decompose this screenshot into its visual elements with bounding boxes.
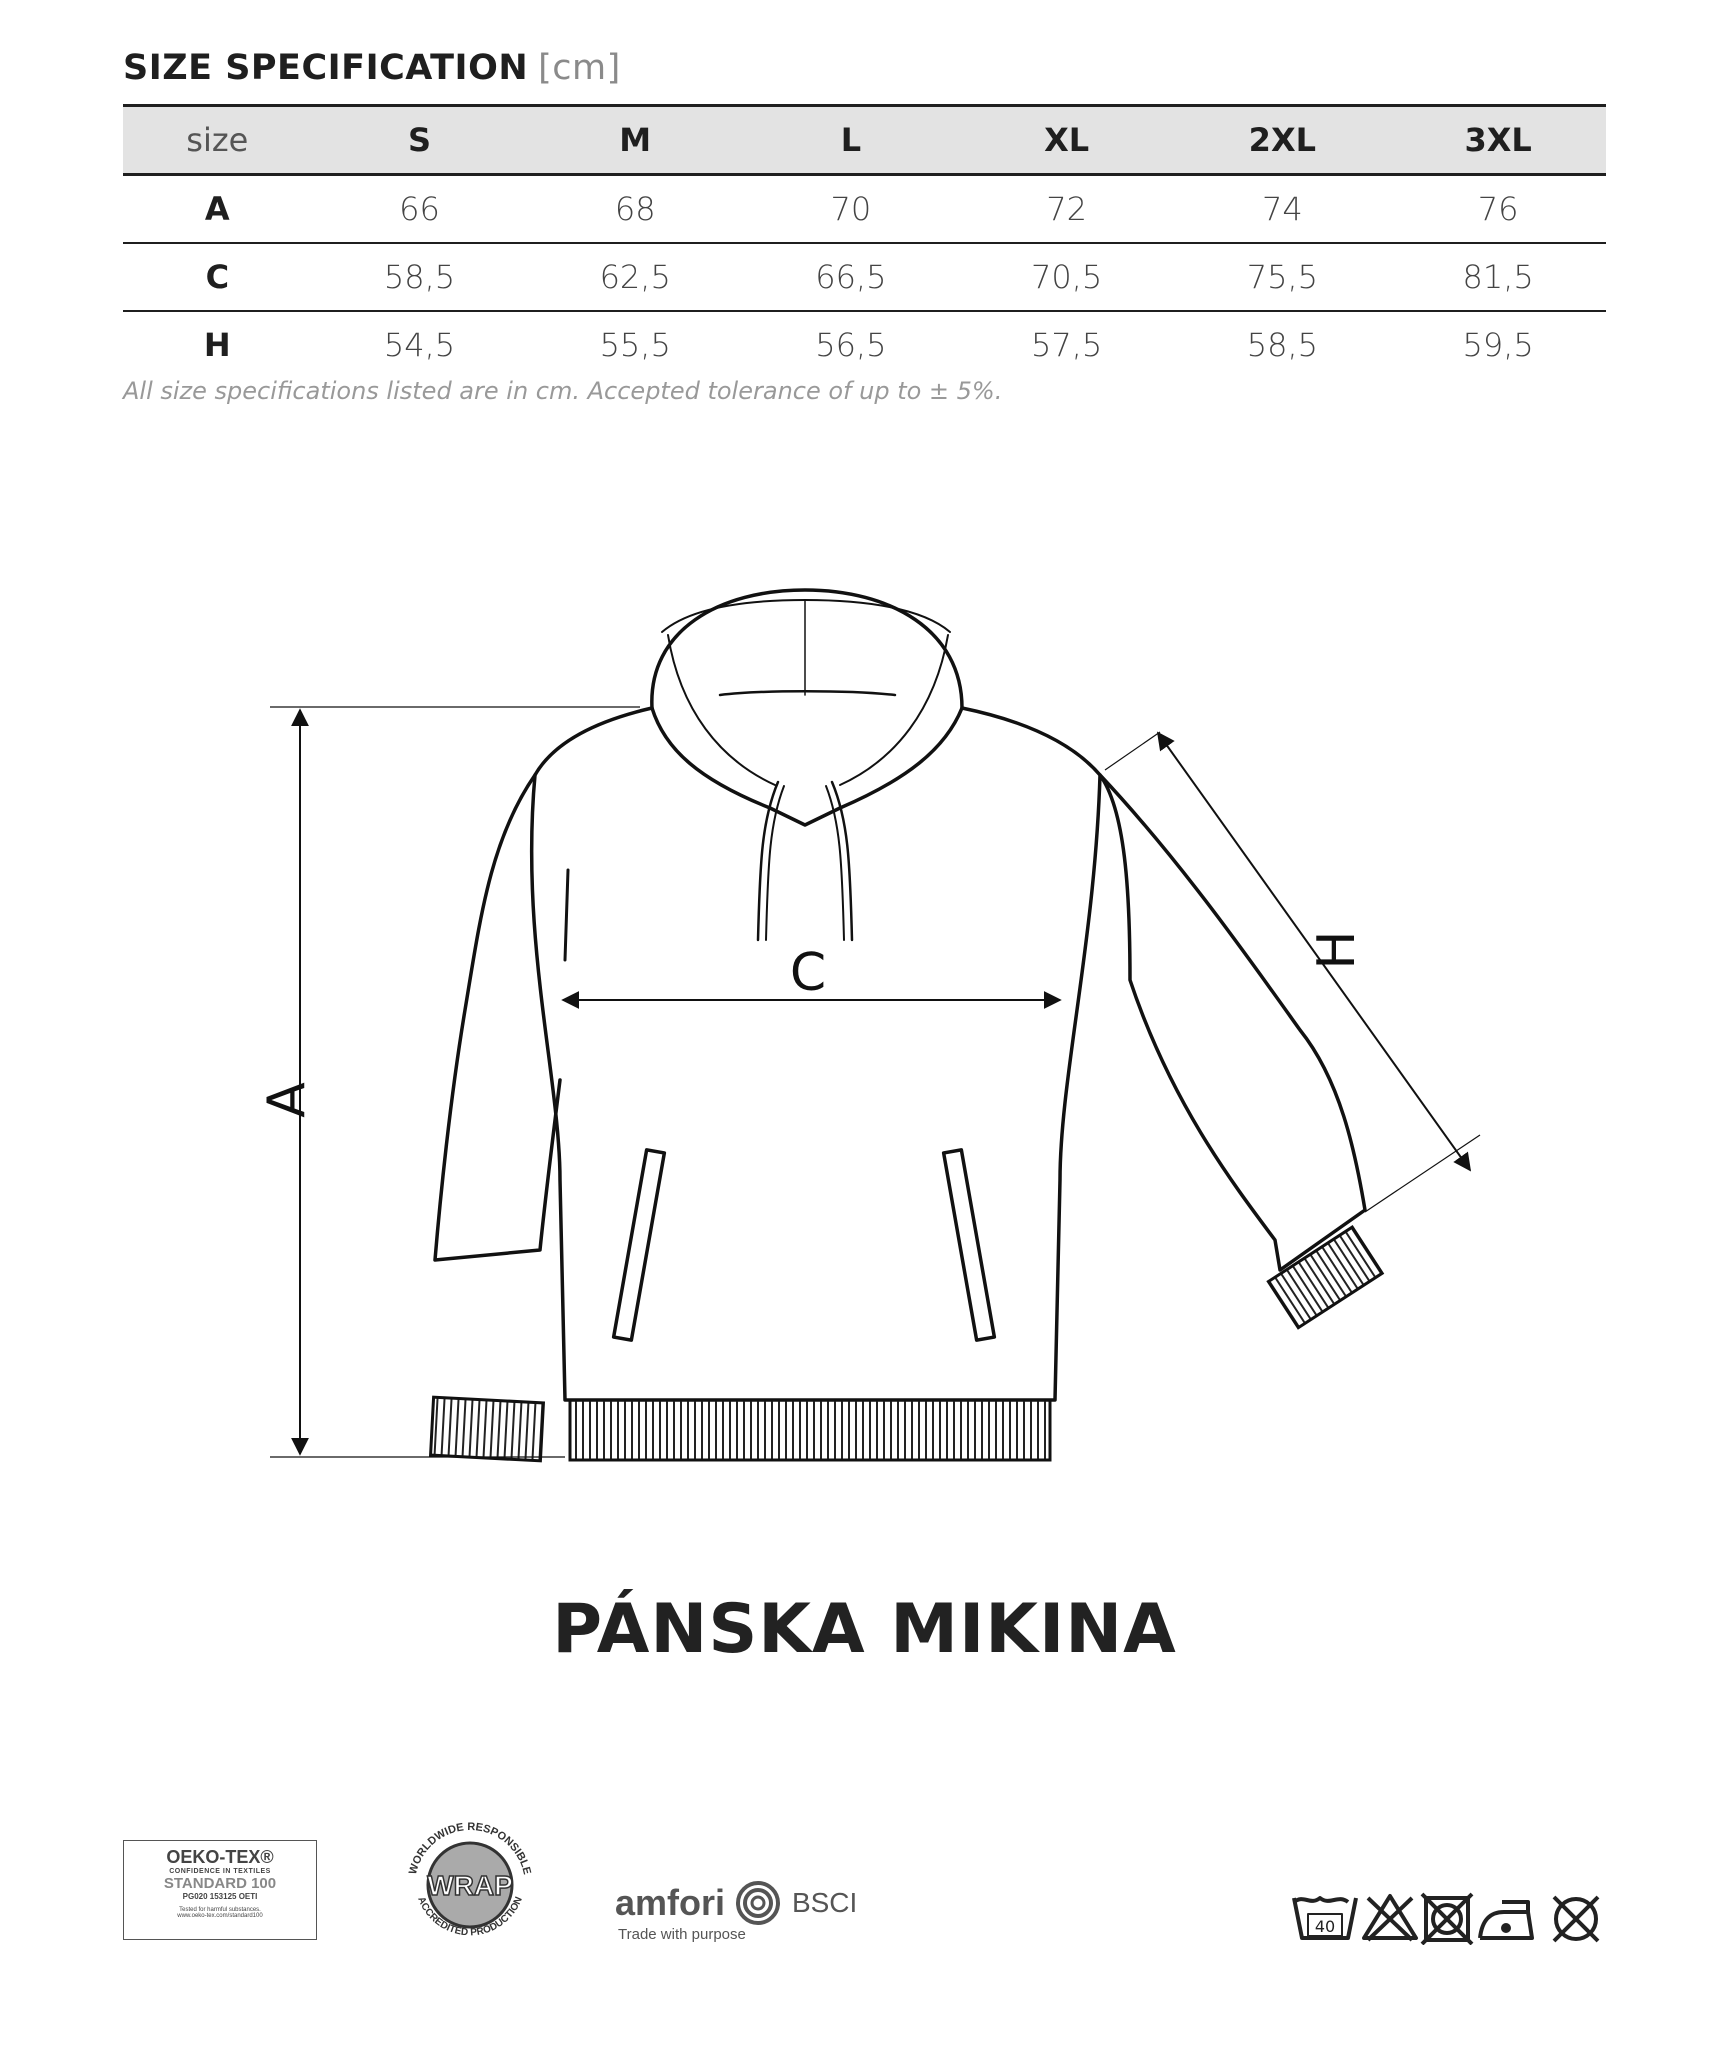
cell-c-m: 62,5 xyxy=(527,243,743,311)
no-bleach-icon xyxy=(1364,1896,1416,1940)
product-name: PÁNSKA MIKINA xyxy=(552,1590,1177,1669)
no-tumble-dry-icon xyxy=(1422,1894,1472,1944)
wrap-logo-text: WRAP xyxy=(427,1870,513,1901)
hood-front xyxy=(652,708,962,825)
hoodie-diagram xyxy=(0,560,1729,1520)
size-table xyxy=(123,104,1606,378)
oeko-tagline: CONFIDENCE IN TEXTILES xyxy=(169,1868,271,1875)
left-cuff-rib xyxy=(431,1397,544,1461)
cell-a-3xl: 76 xyxy=(1390,175,1606,244)
cell-c-3xl: 81,5 xyxy=(1390,243,1606,311)
row-label-h: H xyxy=(203,326,231,364)
tolerance-note: All size specifications listed are in cm. Accepted tolerance of up to ± 5%. xyxy=(123,377,1003,405)
iron-low-icon xyxy=(1480,1902,1532,1938)
right-sleeve xyxy=(1100,775,1365,1270)
wash-40-icon xyxy=(1294,1898,1356,1938)
left-pocket xyxy=(614,1150,665,1340)
care-symbols xyxy=(1290,1890,1610,1945)
spec-title xyxy=(123,48,621,88)
amfori-tagline: Trade with purpose xyxy=(618,1926,746,1943)
wrap-logo xyxy=(395,1810,545,1960)
amfori-word: amfori xyxy=(615,1882,726,1923)
cell-c-s: 58,5 xyxy=(312,243,528,311)
cell-a-s: 66 xyxy=(312,175,528,244)
wrap-top-text: WORLDWIDE RESPONSIBLE xyxy=(407,1820,533,1876)
right-pocket xyxy=(944,1150,995,1340)
cell-c-xl: 70,5 xyxy=(959,243,1175,311)
header-size-label: size xyxy=(123,106,312,175)
cell-h-2xl: 58,5 xyxy=(1246,326,1318,364)
row-label-c: C xyxy=(123,243,312,311)
cell-c-l: 66,5 xyxy=(743,243,959,311)
header-size-2xl: 2XL xyxy=(1174,106,1390,175)
cell-h-l: 56,5 xyxy=(815,326,887,364)
cell-h-m: 55,5 xyxy=(599,326,671,364)
spec-title-text: SIZE SPECIFICATION xyxy=(123,48,529,88)
header-size-l: L xyxy=(743,106,959,175)
right-cuff-rib xyxy=(1268,1227,1382,1328)
label-a: A xyxy=(257,1082,317,1118)
waistband-rib xyxy=(570,1400,1050,1460)
row-label-a: A xyxy=(123,175,312,244)
cell-a-xl: 72 xyxy=(959,175,1175,244)
table-row-a xyxy=(123,175,1606,244)
left-sleeve xyxy=(435,775,560,1260)
oeko-standard: STANDARD 100 xyxy=(163,1875,277,1892)
spec-title-unit: [cm] xyxy=(538,48,621,88)
wrap-bottom-text: ACCREDITED PRODUCTION xyxy=(415,1895,525,1939)
cell-a-m: 68 xyxy=(527,175,743,244)
cell-c-2xl: 75,5 xyxy=(1174,243,1390,311)
size-header-row xyxy=(123,106,1606,175)
oeko-url: www.oeko-tex.com/standard100 xyxy=(177,1913,263,1919)
amfori-bsci-logo xyxy=(615,1880,858,1943)
amfori-swirl-icon xyxy=(735,1880,781,1926)
body-outline xyxy=(532,708,1100,1400)
cell-h-xl: 57,5 xyxy=(1031,326,1103,364)
amfori-bsci: BSCI xyxy=(791,1887,858,1918)
wash-temp-label: 40 xyxy=(1314,1917,1336,1936)
table-row-h xyxy=(123,311,1606,378)
oeko-code: PG020 153125 OETI xyxy=(182,1892,258,1901)
label-c: C xyxy=(789,943,827,1003)
no-dry-clean-icon xyxy=(1554,1897,1598,1941)
table-row-c xyxy=(123,243,1606,311)
header-size-s: S xyxy=(312,106,528,175)
cell-h-3xl: 59,5 xyxy=(1462,326,1534,364)
cell-h-s: 54,5 xyxy=(383,326,456,364)
header-size-xl: XL xyxy=(959,106,1175,175)
cell-a-l: 70 xyxy=(743,175,959,244)
header-size-m: M xyxy=(527,106,743,175)
label-h: H xyxy=(1307,930,1367,970)
header-size-3xl: 3XL xyxy=(1390,106,1606,175)
oeko-brand: OEKO-TEX® xyxy=(166,1847,274,1867)
oeko-tested: Tested for harmful substances. xyxy=(179,1907,261,1913)
cell-a-2xl: 74 xyxy=(1174,175,1390,244)
oeko-tex-logo xyxy=(123,1840,317,1940)
